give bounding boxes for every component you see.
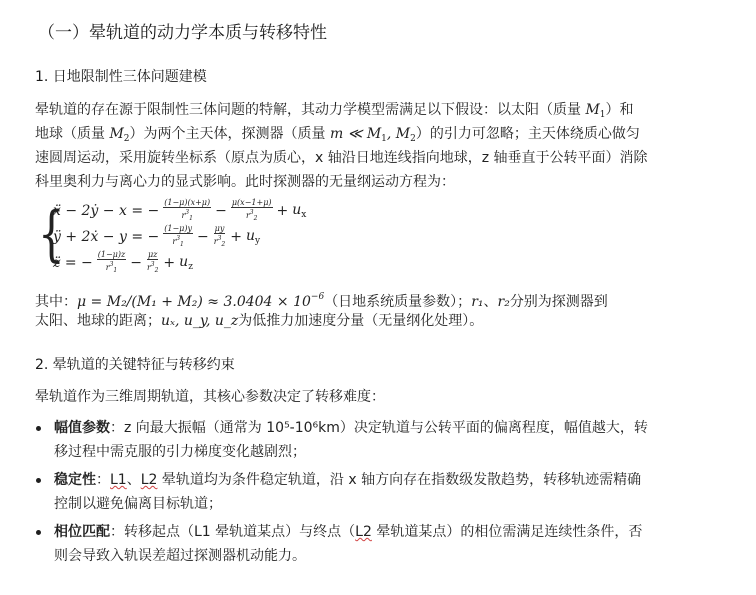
list-item-label: 稳定性 — [54, 472, 96, 488]
list-item-label: 幅值参数 — [54, 420, 110, 436]
intro-text: 晕轨道的存在源于限制性三体问题的特解，其动力学模型需满足以下假设：以太阳（质量 — [35, 102, 586, 118]
math-thrust-components: uₓ, u_y, u_z — [161, 313, 239, 329]
section2-intro: 晕轨道作为三维周期轨道，其核心参数决定了转移难度： — [35, 389, 385, 405]
math-symbol: m ≪ M — [329, 126, 382, 142]
list-item-text: 控制以避免偏离目标轨道； — [54, 496, 222, 512]
left-brace: { — [38, 199, 65, 269]
bullet-dot — [36, 530, 41, 535]
list-item-text: ：z 向最大振幅（通常为 10⁵-10⁶km）决定轨道与公转平面的偏离程度，幅值越大，转 — [110, 420, 648, 436]
math-M2: $M_2$ — [109, 126, 130, 144]
intro-text: ）和 — [605, 102, 634, 118]
intro-line-3: 速圆周运动，采用旋转坐标系（原点为质心，x 轴沿日地连线指向地球，z 轴垂直于公转平面）消除 — [35, 150, 648, 166]
bullet-dot — [36, 426, 41, 431]
list-item-phase — [54, 520, 694, 568]
math-mu-definition — [77, 294, 324, 310]
list-item-text: 移过程中需克服的引力梯度变化越剧烈； — [54, 444, 306, 460]
intro-text: ）为两个主天体，探测器（质量 — [129, 126, 330, 142]
spellcheck-underlined-word[interactable]: L2 — [140, 472, 158, 488]
math-m-much-less: m ≪ $M_1$, $M_2$ — [329, 126, 416, 144]
spellcheck-underlined-word[interactable]: L2 — [355, 524, 372, 540]
bullet-dot — [36, 478, 41, 483]
where-text: 为低推力加速度分量（无量纲化处理）。 — [238, 313, 484, 329]
intro-text: ）的引力可忽略；主天体绕质心做匀 — [415, 126, 640, 142]
list-item-line — [54, 416, 694, 440]
subsection-1-heading: 1. 日地限制性三体问题建模 — [35, 69, 207, 85]
list-item-label: 相位匹配 — [54, 524, 110, 540]
math-symbol: M — [585, 102, 600, 118]
spellcheck-underlined-word[interactable]: L1 — [110, 472, 127, 488]
where-text: 其中： — [35, 294, 77, 310]
where-text: 太阳、地球的距离； — [35, 313, 161, 329]
math-exponent: −6 — [310, 292, 325, 302]
intro-text: 地球（质量 — [35, 126, 110, 142]
list-item-amplitude — [54, 416, 694, 464]
equation-x: ẍ − 2ẏ − x = − $\frac{(1-\mu)(x+\mu)}{r^3_1}$ − $\frac{\mu(x-1+\mu)}{r^3_2}$ + $u_x$ — [53, 198, 307, 222]
list-item-text: 、 — [126, 472, 141, 488]
list-item-stability — [54, 468, 694, 516]
where-text: 、 — [483, 294, 498, 310]
subsection-2-heading: 2. 晕轨道的关键特征与转移约束 — [35, 357, 235, 373]
intro-line-4: 科里奥利力与离心力的显式影响。此时探测器的无量纲运动方程为： — [35, 174, 455, 190]
list-item-line — [54, 520, 694, 544]
equation-y: ÿ + 2ẋ − y = − $\frac{(1-\mu)y}{r^3_1}$ − $\frac{\mu y}{r^3_2}$ + $u_y$ — [53, 224, 261, 248]
list-item-text: 晕轨道某点）的相位需满足连续性条件，否 — [371, 524, 643, 540]
list-item-text: 晕轨道均为条件稳定轨道，沿 x 轴方向存在指数级发散趋势，转移轨迹需精确 — [157, 472, 642, 488]
math-M1: $M_1$ — [585, 102, 606, 120]
equations-of-motion — [38, 196, 458, 278]
section-title: （一）晕轨道的动力学本质与转移特性 — [38, 23, 327, 43]
list-item-text: ： — [96, 472, 110, 488]
where-line-2 — [35, 309, 483, 333]
where-text: （日地系统质量参数）； — [324, 294, 472, 310]
list-item-text: ：转移起点（L1 晕轨道某点）与终点（ — [110, 524, 356, 540]
list-item-line — [54, 468, 694, 492]
where-text: 分别为探测器到 — [509, 294, 608, 310]
list-item-text: 则会导致入轨误差超过探测器机动能力。 — [54, 548, 306, 564]
math-r1: r₁ — [471, 294, 484, 310]
math-r2: r₂ — [497, 294, 510, 310]
equation-z: z̈ = − $\frac{(1-\mu)z}{r^3_1}$ − $\frac{\mu z}{r^3_2}$ + $u_z$ — [53, 250, 193, 274]
math-expression: μ = M₂/(M₁ + M₂) ≈ 3.0404 × 10 — [77, 294, 311, 310]
